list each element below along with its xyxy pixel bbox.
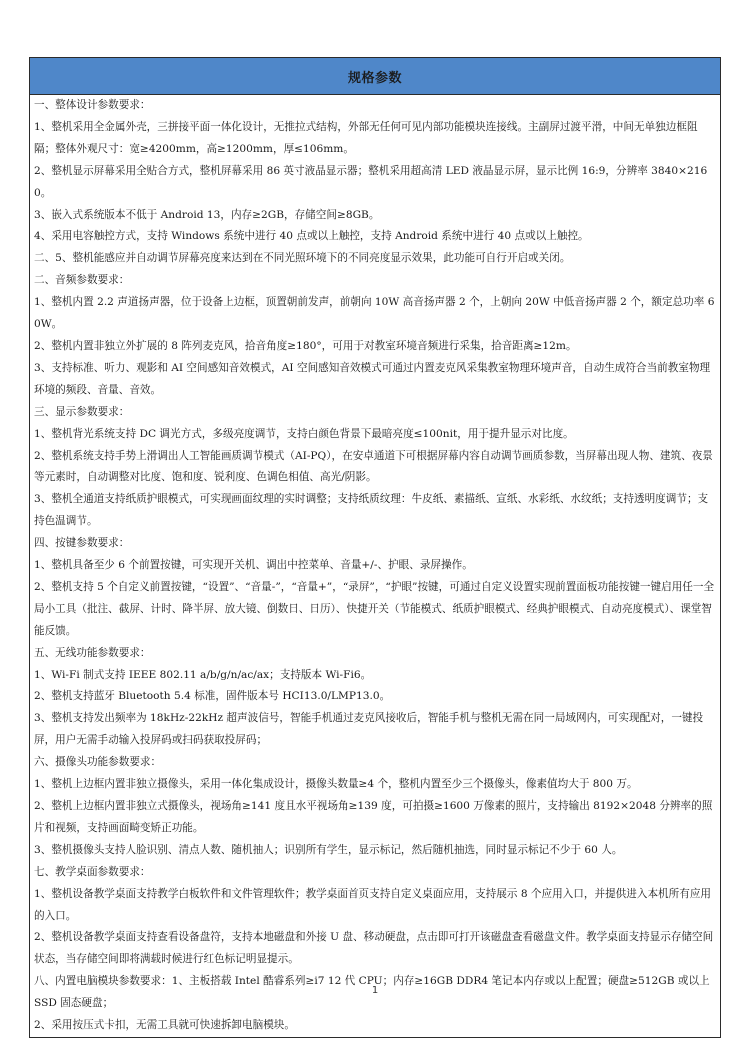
section-heading: 二、音频参数要求： bbox=[34, 274, 130, 287]
spec-item: 3、整机支持发出频率为 18kHz-22kHz 超声波信号，智能手机通过麦克风接收后，智能手机与整机无需在同一局域网内，可实现配对，一键投屏，用户无需手动输入投屏码或扫码获取投屏码； bbox=[34, 712, 704, 747]
section-heading: 五、无线功能参数要求： bbox=[34, 646, 151, 659]
table-header bbox=[30, 58, 720, 95]
spec-item: 2、整机上边框内置非独立式摄像头，视场角≥141 度且水平视场角≥139 度，可拍摄≥1600 万像素的照片，支持输出 8192×2048 分辨率的照片和视频，支持画面畸变矫正功能。 bbox=[34, 800, 713, 834]
spec-item: 1、整机具备至少 6 个前置按键，可实现开关机、调出中控菜单、音量+/-、护眼、录屏操作。 bbox=[34, 559, 473, 572]
spec-item: 2、整机支持蓝牙 Bluetooth 5.4 标准，固件版本号 HCI13.0/LMP13.0。 bbox=[34, 690, 391, 703]
spec-item: 1、整机上边框内置非独立摄像头，采用一体化集成设计，摄像头数量≥4 个，整机内置至少三个摄像头，像素值均大于 800 万。 bbox=[34, 778, 638, 791]
page-number: 1 bbox=[371, 985, 379, 996]
section-heading: 七、教学桌面参数要求： bbox=[34, 865, 151, 878]
spec-item: 3、嵌入式系统版本不低于 Android 13，内存≥2GB，存储空间≥8GB。 bbox=[34, 208, 380, 221]
table-title: 规格参数 bbox=[347, 70, 402, 86]
spec-item: 2、整机内置非独立外扩展的 8 阵列麦克风，拾音角度≥180°，可用于对教室环境音频进行采集，拾音距离≥12m。 bbox=[34, 339, 577, 352]
spec-item: 2、整机设备教学桌面支持查看设备盘符，支持本地磁盘和外接 U 盘、移动硬盘，点击即可打开该磁盘查看磁盘文件。教学桌面支持显示存储空间状态，当存储空间即将满载时候进行红色标记明显提示。 bbox=[34, 931, 714, 966]
spec-item: 2、整机支持 5 个自定义前置按键，“设置”、“音量-”，“音量+”，“录屏”，“护眼”按键，可通过自定义设置实现前置面板功能按键一键启用任一全局小工具（批注、截屏、计时、降半屏、放大镜、倒数日、日历）、快捷开关（节能模式、纸质护眼模式、经典护眼模式、自动亮度模式）、课堂智能反馈。 bbox=[34, 580, 715, 637]
spec-item: 2、整机系统支持手势上滑调出人工智能画质调节模式（AI-PQ），在安卓通道下可根据屏幕内容自动调节画质参数，当屏幕出现人物、建筑、夜景等元素时，自动调整对比度、饱和度、锐利度、色调色相值、高光/阴影。 bbox=[34, 449, 713, 484]
spec-item: 1、整机背光系统支持 DC 调光方式，多级亮度调节，支持白颜色背景下最暗亮度≤100nit，用于提升显示对比度。 bbox=[34, 427, 574, 440]
spec-content bbox=[30, 95, 720, 1037]
spec-item: 二、5、整机能感应并自动调节屏幕亮度来达到在不同光照环境下的不同亮度显示效果，此功能可自行开启或关闭。 bbox=[34, 252, 571, 265]
spec-table bbox=[29, 57, 721, 1038]
spec-item: 1、整机内置 2.2 声道扬声器，位于设备上边框，顶置朝前发声，前朝向 10W 高音扬声器 2 个，上朝向 20W 中低音扬声器 2 个，额定总功率 60W。 bbox=[34, 296, 715, 331]
section-heading: 三、显示参数要求： bbox=[34, 405, 130, 418]
spec-item: 3、整机全通道支持纸质护眼模式，可实现画面纹理的实时调整；支持纸质纹理：牛皮纸、素描纸、宣纸、水彩纸、水纹纸；支持透明度调节；支持色温调节。 bbox=[34, 493, 709, 528]
section-heading: 一、整体设计参数要求： bbox=[34, 99, 151, 111]
spec-item: 3、支持标准、听力、观影和 AI 空间感知音效模式，AI 空间感知音效模式可通过内置麦克风采集教室物理环境声音，自动生成符合当前教室物理环境的频段、音量、音效。 bbox=[34, 361, 711, 396]
spec-item: 1、整机设备教学桌面支持教学白板软件和文件管理软件；教学桌面首页支持自定义桌面应用，支持展示 8 个应用入口，并提供进入本机所有应用的入口。 bbox=[34, 887, 712, 922]
spec-item: 1、整机采用全金属外壳，三拼接平面一体化设计，无推拉式结构，外部无任何可见内部功能模块连接线。主副屏过渡平滑，中间无单独边框阻隔；整体外观尺寸：宽≥4200mm，高≥1200mm，厚≤106mm。 bbox=[34, 120, 698, 155]
spec-item: 2、采用按压式卡扣，无需工具就可快速拆卸电脑模块。 bbox=[34, 1019, 295, 1032]
spec-item: 1、Wi-Fi 制式支持 IEEE 802.11 a/b/g/n/ac/ax；支持版本 Wi-Fi6。 bbox=[34, 668, 372, 681]
spec-item: 4、采用电容触控方式，支持 Windows 系统中进行 40 点或以上触控，支持 Android 系统中进行 40 点或以上触控。 bbox=[34, 230, 589, 243]
section-heading: 八、内置电脑模块参数要求：1、主板搭载 Intel 酷睿系列≥i7 12 代 CPU；内存≥16GB DDR4 笔记本内存或以上配置；硬盘≥512GB 或以上 SSD 固态硬盘； bbox=[34, 975, 710, 1010]
section-heading: 六、摄像头功能参数要求： bbox=[34, 756, 162, 769]
spec-item: 3、整机摄像头支持人脸识别、清点人数、随机抽人；识别所有学生，显示标记，然后随机抽选，同时显示标记不少于 60 人。 bbox=[34, 843, 623, 856]
spec-item: 2、整机显示屏幕采用全贴合方式，整机屏幕采用 86 英寸液晶显示器；整机采用超高清 LED 液晶显示屏，显示比例 16:9，分辨率 3840×2160。 bbox=[34, 164, 708, 199]
section-heading: 四、按键参数要求： bbox=[34, 537, 130, 550]
